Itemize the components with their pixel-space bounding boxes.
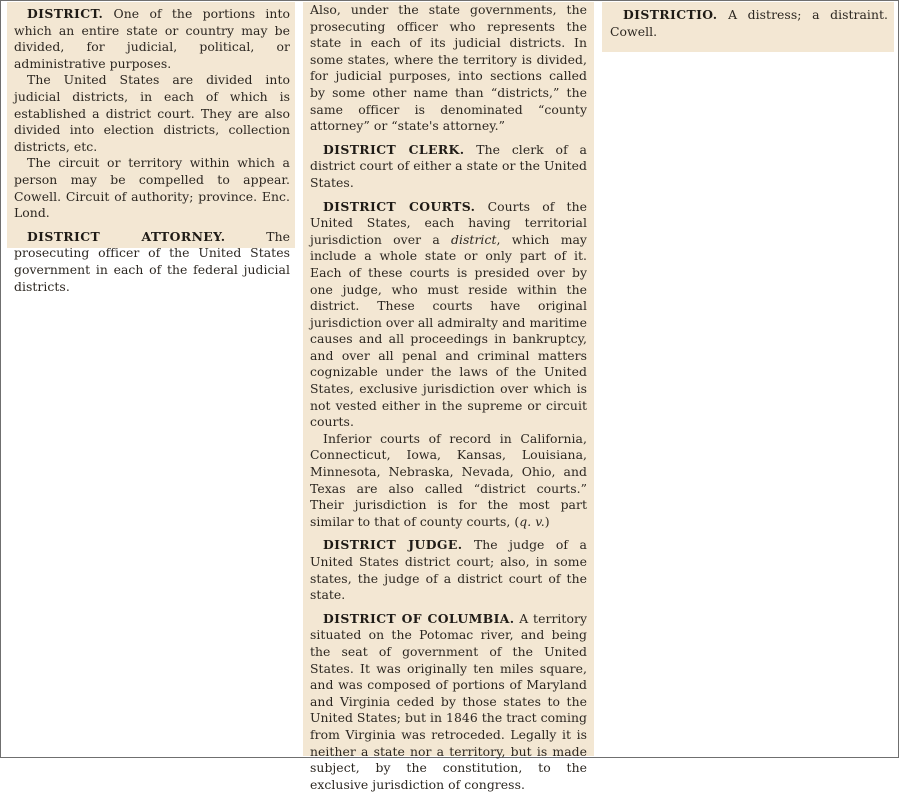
entry-paragraph: The circuit or territory within which a person may be compelled to appear. Cowell. Circuit of authority; province. Enc. Lond.	[14, 155, 290, 221]
entry-text: The judge of a United States district court; also, in some states, the judge of a district court of the state.	[310, 537, 587, 603]
entry-district-of-columbia-definition	[310, 611, 587, 793]
entry-text: Courts of the United States, each having territorial jurisdiction over a	[310, 198, 587, 247]
column-3	[602, 2, 894, 52]
entry-term: DISTRICT.	[27, 6, 104, 21]
entry-district-judge-definition	[310, 537, 587, 603]
entry-term: DISTRICT OF COLUMBIA.	[323, 610, 515, 626]
entry-italic-term: district	[451, 231, 497, 247]
entry-district-courts-definition	[310, 199, 587, 431]
entry-paragraph: The United States are divided into judicial districts, in each of which is established a district court. They are also divided into election districts, collection districts, etc.	[14, 72, 290, 154]
entry-text: , which may include a whole state or only part of it. Each of these courts is presided over by one judge, who must reside within the district. These courts have original jurisdiction over all admiralty and maritime causes and all proceedings in bankruptcy, and over all penal and criminal matters cognizable under the laws of the United States, exclusive jurisdiction over which is not vested either in the supreme or circuit courts.	[310, 231, 587, 430]
entry-text: A territory situated on the Potomac river, and being the seat of government of the United States. It was originally ten miles square, and was composed of portions of Maryland and Virginia ceded by those states to the United States; but in 1846 the tract coming from Virginia was retroceded. Legally it is neither a state nor a territory, but is made subject, by the constitution, to the exclusive jurisdiction of congress.	[310, 610, 587, 792]
entry-term: DISTRICT ATTORNEY.	[27, 228, 226, 244]
entry-district-courts	[310, 199, 587, 531]
entry-district-attorney-definition	[14, 229, 290, 295]
entry-district	[14, 6, 290, 222]
entry-district-of-columbia	[310, 611, 587, 793]
entry-districtio	[610, 7, 888, 40]
entry-term: DISTRICT COURTS.	[323, 198, 476, 214]
entry-paragraph	[310, 431, 587, 531]
entry-term: DISTRICT JUDGE.	[323, 537, 463, 553]
entry-term: DISTRICT CLERK.	[323, 141, 465, 157]
entry-text: The clerk of a district court of either a state or the United States.	[310, 141, 587, 190]
entry-districtio-definition	[610, 7, 888, 40]
entry-text: The prosecuting officer of the United States government in each of the federal judicial districts.	[14, 228, 290, 294]
entry-district-clerk	[310, 142, 587, 192]
column-1	[7, 2, 295, 294]
entry-text: Inferior courts of record in California, Connecticut, Iowa, Kansas, Louisiana, Minnesota, Nebraska, Nevada, Ohio, and Texas are also called “district courts.” Their jurisdiction is for the most part similar to that of county courts, (	[310, 430, 587, 529]
entry-text: One of the portions into which an entire state or country may be divided, for judicial, political, or administrative purposes.	[14, 6, 290, 71]
entry-italic-term: q. v.	[519, 513, 545, 529]
entry-district-attorney	[14, 229, 290, 295]
entry-district-judge	[310, 537, 587, 603]
entry-district-clerk-definition	[310, 142, 587, 192]
column-2	[303, 2, 594, 792]
entry-text: )	[544, 513, 550, 529]
entry-term: DISTRICTIO.	[623, 7, 718, 22]
entry-district-definition	[14, 6, 290, 72]
entry-district-attorney-continued: Also, under the state governments, the prosecuting officer who represents the state in each of its judicial districts. In some states, where the territory is divided, for judicial purposes, into sections called by some other name than “districts,” the same officer is denominated “county attorney” or “state's attorney.”	[310, 2, 587, 134]
entry-text: A distress; a distraint. Cowell.	[610, 7, 888, 39]
